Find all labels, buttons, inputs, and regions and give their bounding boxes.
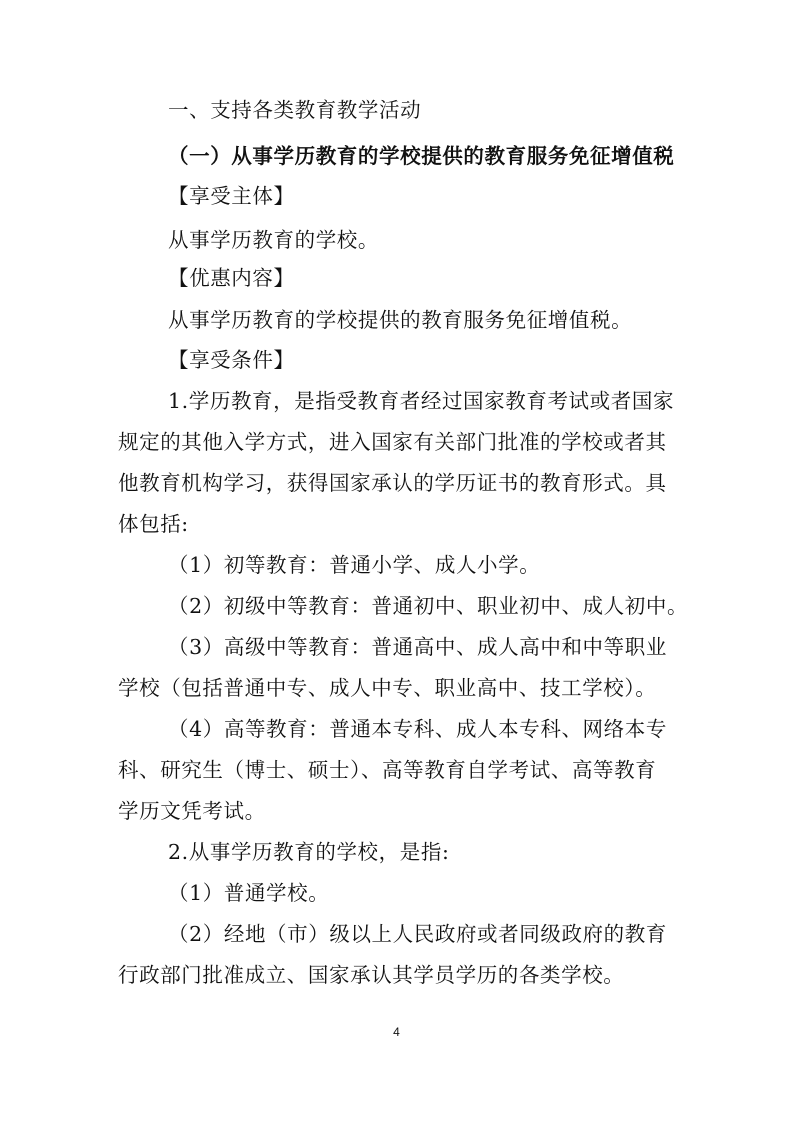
condition2-text: 2.从事学历教育的学校，是指: xyxy=(168,840,450,864)
school-type-approved: 行政部门批准成立、国家承认其学员学历的各类学校。 xyxy=(118,963,625,987)
subject-heading: 【享受主体】 xyxy=(168,184,295,208)
education-item-senior-secondary: （3）高级中等教育：普通高中、成人高中和中等职业 xyxy=(168,635,667,659)
school-type-approved: （2）经地（市）级以上人民政府或者同级政府的教育 xyxy=(168,922,667,946)
page-number: 4 xyxy=(393,1025,400,1039)
school-type-regular: （1）普通学校。 xyxy=(168,881,330,905)
benefit-heading: 【优惠内容】 xyxy=(168,266,295,290)
section-title: 一、支持各类教育教学活动 xyxy=(168,98,422,122)
conditions-heading: 【享受条件】 xyxy=(168,348,295,372)
subsection-title: （一）从事学历教育的学校提供的教育服务免征增值税 xyxy=(168,144,675,168)
condition1-line: 他教育机构学习，获得国家承认的学历证书的教育形式。具 xyxy=(118,471,667,495)
education-item-senior-secondary: 学校（包括普通中专、成人中专、职业高中、技工学校）。 xyxy=(118,676,657,700)
education-item-higher: 学历文凭考试。 xyxy=(118,799,266,823)
education-item-primary: （1）初等教育：普通小学、成人小学。 xyxy=(168,553,541,577)
education-item-higher: （4）高等教育：普通本专科、成人本专科、网络本专 xyxy=(168,717,667,741)
condition1-line: 体包括: xyxy=(118,512,189,536)
condition1-line: 规定的其他入学方式，进入国家有关部门批准的学校或者其 xyxy=(118,430,667,454)
education-item-junior-secondary: （2）初级中等教育：普通初中、职业初中、成人初中。 xyxy=(168,594,689,618)
condition1-line: 1.学历教育，是指受教育者经过国家教育考试或者国家 xyxy=(168,389,675,413)
subject-text: 从事学历教育的学校。 xyxy=(168,228,379,252)
education-item-higher: 科、研究生（博士、硕士）、高等教育自学考试、高等教育 xyxy=(118,758,657,782)
benefit-text: 从事学历教育的学校提供的教育服务免征增值税。 xyxy=(168,308,633,332)
